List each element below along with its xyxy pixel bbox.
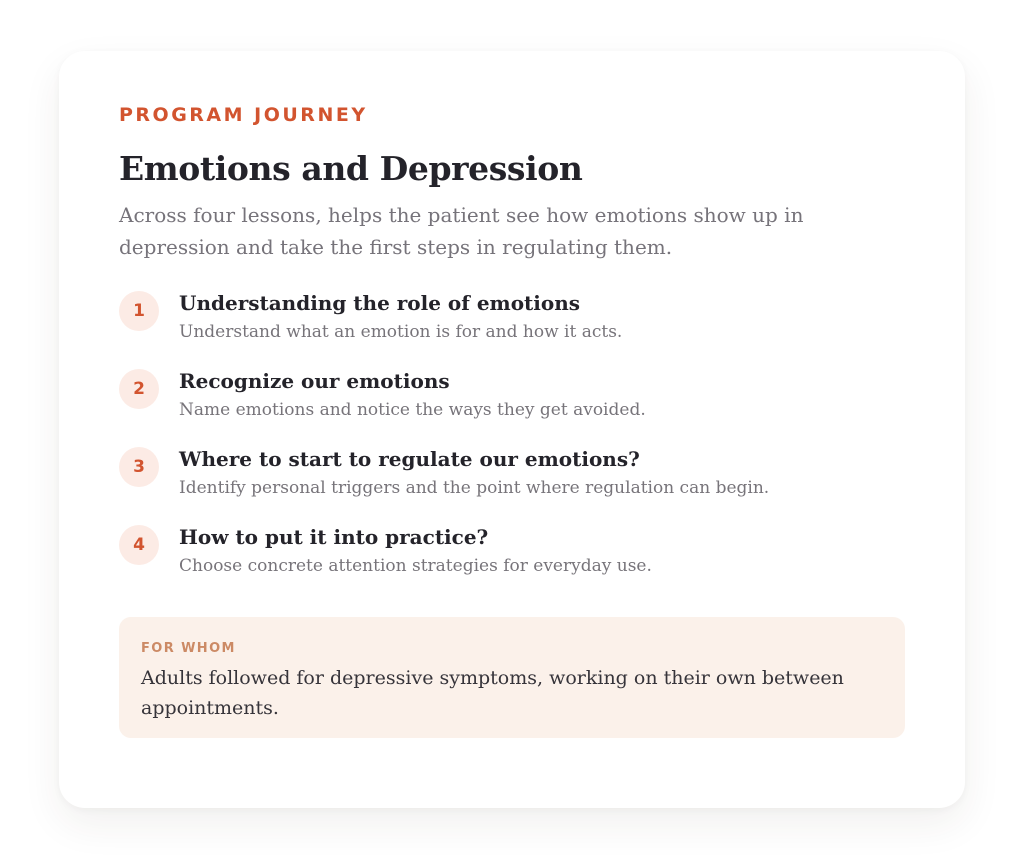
lesson-title: Recognize our emotions [179, 369, 450, 393]
lesson-item [119, 523, 905, 601]
lesson-number-badge: 1 [119, 291, 159, 331]
eyebrow-label: PROGRAM JOURNEY [119, 104, 368, 126]
for-whom-callout [119, 617, 905, 738]
for-whom-label: FOR WHOM [141, 641, 236, 656]
lesson-number-badge: 4 [119, 525, 159, 565]
lesson-description: Understand what an emotion is for and how it acts. [179, 322, 623, 342]
lesson-title: How to put it into practice? [179, 525, 489, 549]
lesson-item [119, 289, 905, 367]
lesson-title: Understanding the role of emotions [179, 291, 581, 315]
page-title: Emotions and Depression [119, 149, 583, 188]
lesson-description: Choose concrete attention strategies for everyday use. [179, 556, 652, 576]
for-whom-text: Adults followed for depressive symptoms, working on their own between appointments. [141, 667, 844, 719]
lesson-title: Where to start to regulate our emotions? [179, 447, 640, 471]
lesson-number-badge: 3 [119, 447, 159, 487]
lesson-item [119, 367, 905, 445]
lesson-number-badge: 2 [119, 369, 159, 409]
lesson-description: Identify personal triggers and the point where regulation can begin. [179, 478, 770, 498]
lesson-description: Name emotions and notice the ways they get avoided. [179, 400, 646, 420]
program-description: Across four lessons, helps the patient see how emotions show up in depression and take the first steps in regulating them. [119, 203, 804, 259]
lesson-list [119, 289, 905, 601]
lesson-item [119, 445, 905, 523]
program-journey-card [59, 51, 965, 808]
